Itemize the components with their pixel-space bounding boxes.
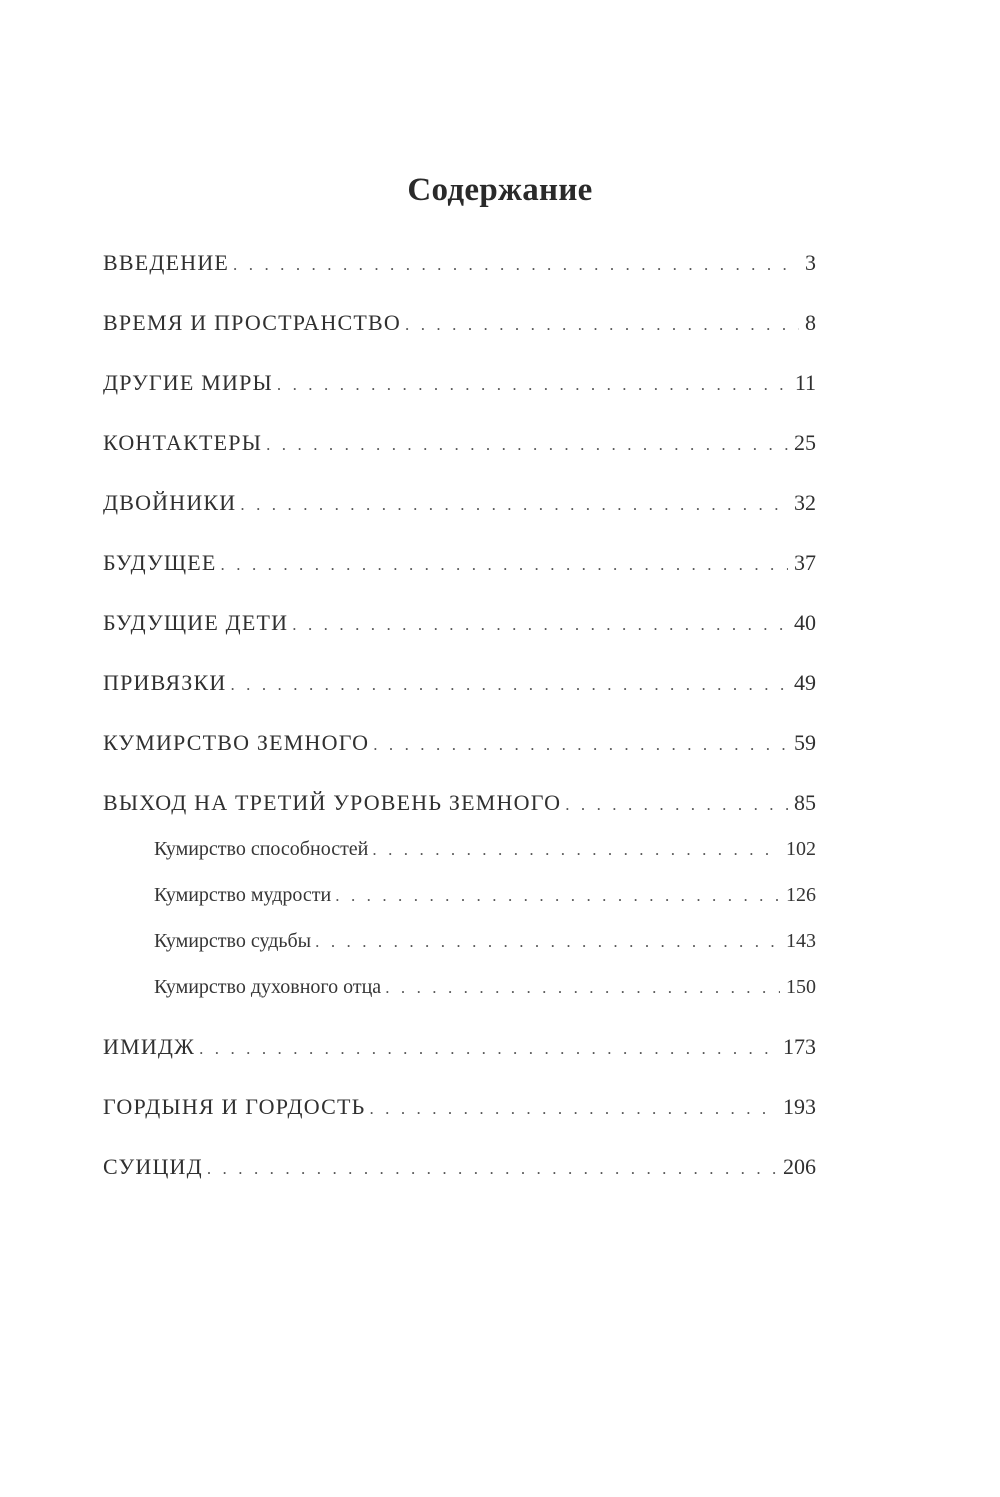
toc-entry-attachments[interactable] xyxy=(103,670,816,696)
toc-dot-leader xyxy=(266,435,788,455)
toc-page-number: 59 xyxy=(794,730,816,755)
toc-subentry-abilities[interactable] xyxy=(154,838,816,861)
toc-page-number: 143 xyxy=(786,930,816,952)
toc-entry-title: ВРЕМЯ И ПРОСТРАНСТВО xyxy=(103,310,402,335)
toc-entry-title: ПРИВЯЗКИ xyxy=(103,670,227,695)
toc-entry-title: ДРУГИЕ МИРЫ xyxy=(103,370,273,395)
toc-page-number: 8 xyxy=(805,310,816,335)
toc-entry-pride[interactable] xyxy=(103,1094,816,1120)
toc-dot-leader xyxy=(207,1159,777,1179)
toc-dot-leader xyxy=(373,735,788,755)
toc-entry-suicide[interactable] xyxy=(103,1154,816,1180)
toc-dot-leader xyxy=(292,615,788,635)
toc-page-number: 32 xyxy=(794,490,816,515)
toc-page-number: 173 xyxy=(783,1034,816,1059)
toc-entry-other-worlds[interactable] xyxy=(103,370,816,396)
toc-dot-leader xyxy=(405,315,799,335)
toc-page-number: 206 xyxy=(783,1154,816,1179)
toc-dot-leader xyxy=(230,675,788,695)
toc-entry-contacters[interactable] xyxy=(103,430,816,456)
toc-page-number: 193 xyxy=(783,1094,816,1119)
toc-entry-future-children[interactable] xyxy=(103,610,816,636)
toc-dot-leader xyxy=(369,1099,777,1119)
toc-page-number: 150 xyxy=(786,976,816,998)
toc-page-number: 102 xyxy=(786,838,816,860)
toc-entry-title: КУМИРСТВО ЗЕМНОГО xyxy=(103,730,370,755)
toc-subentry-spiritual-father[interactable] xyxy=(154,976,816,999)
toc-entry-title: БУДУЩИЕ ДЕТИ xyxy=(103,610,289,635)
toc-entry-title: Кумирство духовного отца xyxy=(154,976,382,998)
toc-entry-title: Кумирство судьбы xyxy=(154,930,312,952)
toc-entry-future[interactable] xyxy=(103,550,816,576)
toc-dot-leader xyxy=(240,495,788,515)
toc-dot-leader xyxy=(199,1039,777,1059)
toc-dot-leader xyxy=(385,978,780,998)
toc-dot-leader xyxy=(233,255,799,275)
toc-entry-title: ВВЕДЕНИЕ xyxy=(103,250,230,275)
toc-entry-title: Кумирство способностей xyxy=(154,838,369,860)
toc-page-number: 11 xyxy=(794,370,816,395)
toc-entry-title: КОНТАКТЕРЫ xyxy=(103,430,263,455)
toc-entry-title: Кумирство мудрости xyxy=(154,884,332,906)
page-title: Содержание xyxy=(407,172,593,208)
toc-page-number: 126 xyxy=(786,884,816,906)
toc-entry-title: ДВОЙНИКИ xyxy=(103,490,237,515)
toc-subentry-fate[interactable] xyxy=(154,930,816,953)
toc-page-number: 85 xyxy=(794,790,816,815)
toc-entry-third-level[interactable] xyxy=(103,790,816,816)
toc-dot-leader xyxy=(335,886,780,906)
toc-entry-introduction[interactable] xyxy=(103,250,816,276)
toc-entry-doubles[interactable] xyxy=(103,490,816,516)
toc-dot-leader xyxy=(277,375,789,395)
toc-entry-title: БУДУЩЕЕ xyxy=(103,550,217,575)
toc-subentry-wisdom[interactable] xyxy=(154,884,816,907)
toc-page-number: 25 xyxy=(794,430,816,455)
toc-dot-leader xyxy=(565,795,788,815)
toc-entry-image[interactable] xyxy=(103,1034,816,1060)
toc-entry-title: ГОРДЫНЯ И ГОРДОСТЬ xyxy=(103,1094,366,1119)
toc-dot-leader xyxy=(315,932,780,952)
toc-dot-leader xyxy=(372,840,780,860)
toc-page-number: 40 xyxy=(794,610,816,635)
toc-entry-idolatry-of-earthly[interactable] xyxy=(103,730,816,756)
toc-page-number: 49 xyxy=(794,670,816,695)
toc-page-number: 37 xyxy=(794,550,816,575)
toc-dot-leader xyxy=(221,555,788,575)
toc-entry-time-and-space[interactable] xyxy=(103,310,816,336)
toc-entry-title: ВЫХОД НА ТРЕТИЙ УРОВЕНЬ ЗЕМНОГО xyxy=(103,790,562,815)
toc-page-number: 3 xyxy=(805,250,816,275)
toc-entry-title: СУИЦИД xyxy=(103,1154,203,1179)
toc-entry-title: ИМИДЖ xyxy=(103,1034,196,1059)
